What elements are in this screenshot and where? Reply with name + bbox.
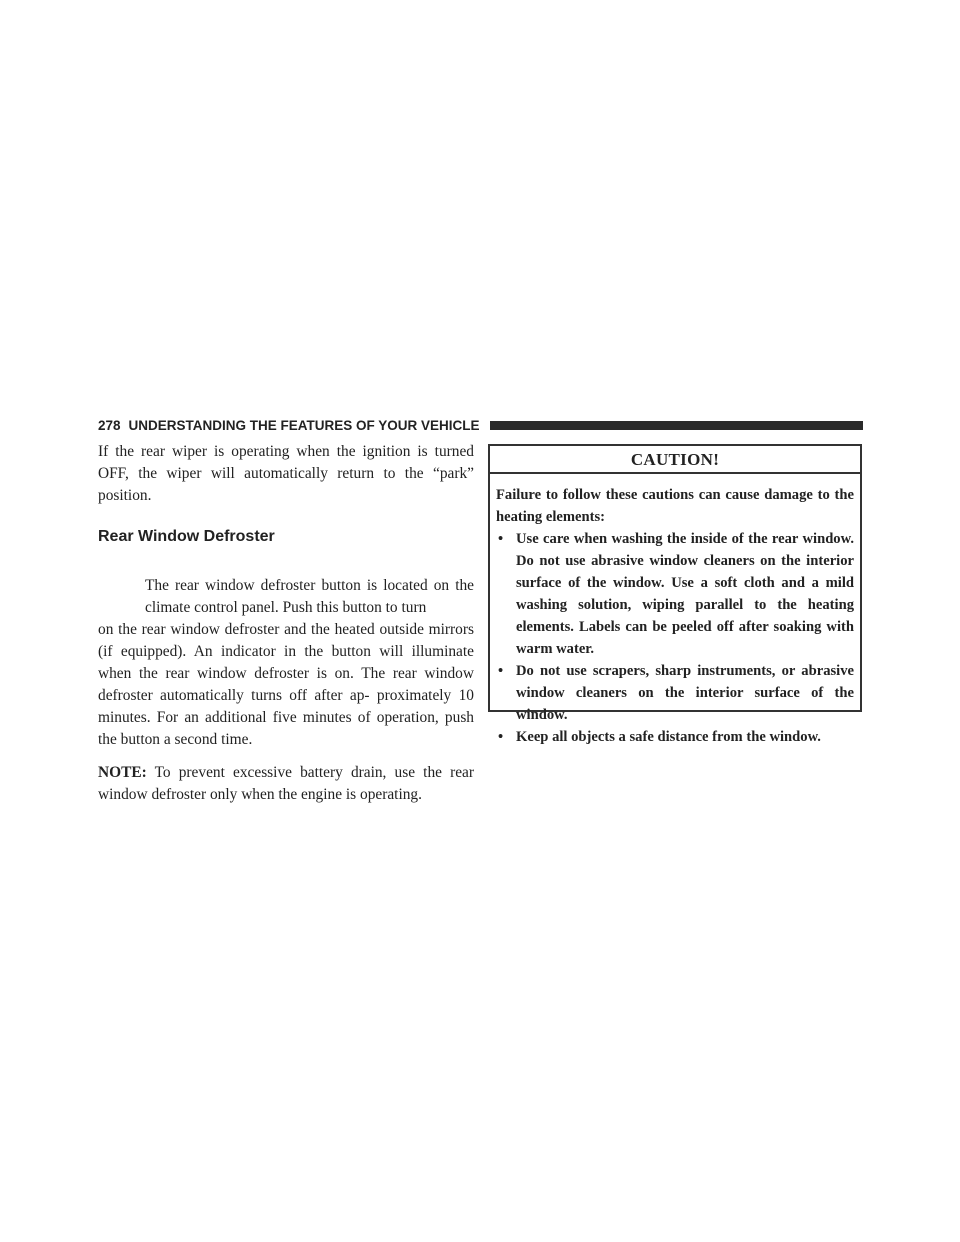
caution-box: [488, 444, 862, 745]
page-number: 278: [98, 417, 121, 433]
header-rule: [490, 421, 863, 430]
caution-item: [496, 528, 854, 660]
defroster-body-text: on the rear window defroster and the heated outside mirrors (if equipped). An indicator in the button will illuminate when the rear window defroster is on. The rear window defroster automatically turns off after ap- proximately 10 minutes. For an additional five minutes of operation, push the button a second time.: [98, 621, 474, 748]
caution-item-text: Use care when washing the inside of the rear window. Do not use abrasive window cleaners on the interior surface of the window. Use a soft cloth and a mild washing solution, wiping parallel to the heating elements. Labels can be peeled off after soaking with warm water.: [516, 531, 854, 657]
bullet-icon: •: [498, 531, 504, 547]
bullet-icon: •: [498, 663, 504, 679]
caution-intro: Failure to follow these cautions can cause damage to the heating elements:: [496, 487, 854, 525]
caution-item: [496, 660, 854, 726]
section-title: UNDERSTANDING THE FEATURES OF YOUR VEHICLE: [128, 417, 480, 433]
note-label: NOTE:: [98, 764, 147, 781]
defroster-paragraph: [98, 575, 474, 751]
defroster-indented-text: The rear window defroster button is located on the climate control panel. Push this button to turn: [145, 577, 474, 616]
caution-title: CAUTION!: [490, 446, 860, 474]
page-header: [98, 415, 863, 435]
caution-list: [496, 528, 854, 748]
left-column: [98, 441, 474, 806]
bullet-icon: •: [498, 729, 504, 745]
caution-item-text: Do not use scrapers, sharp instruments, or abrasive window cleaners on the interior surface of the window.: [516, 663, 854, 723]
rear-window-defroster-heading: Rear Window Defroster: [98, 528, 275, 545]
caution-item-text: Keep all objects a safe distance from the window.: [516, 729, 821, 745]
note-paragraph: [98, 762, 474, 806]
caution-body: [490, 474, 860, 748]
caution-item: [496, 726, 854, 748]
intro-paragraph: If the rear wiper is operating when the ignition is turned OFF, the wiper will automatically return to the “park” position.: [98, 443, 474, 504]
note-text: To prevent excessive battery drain, use the rear window defroster only when the engine is operating.: [98, 764, 474, 803]
